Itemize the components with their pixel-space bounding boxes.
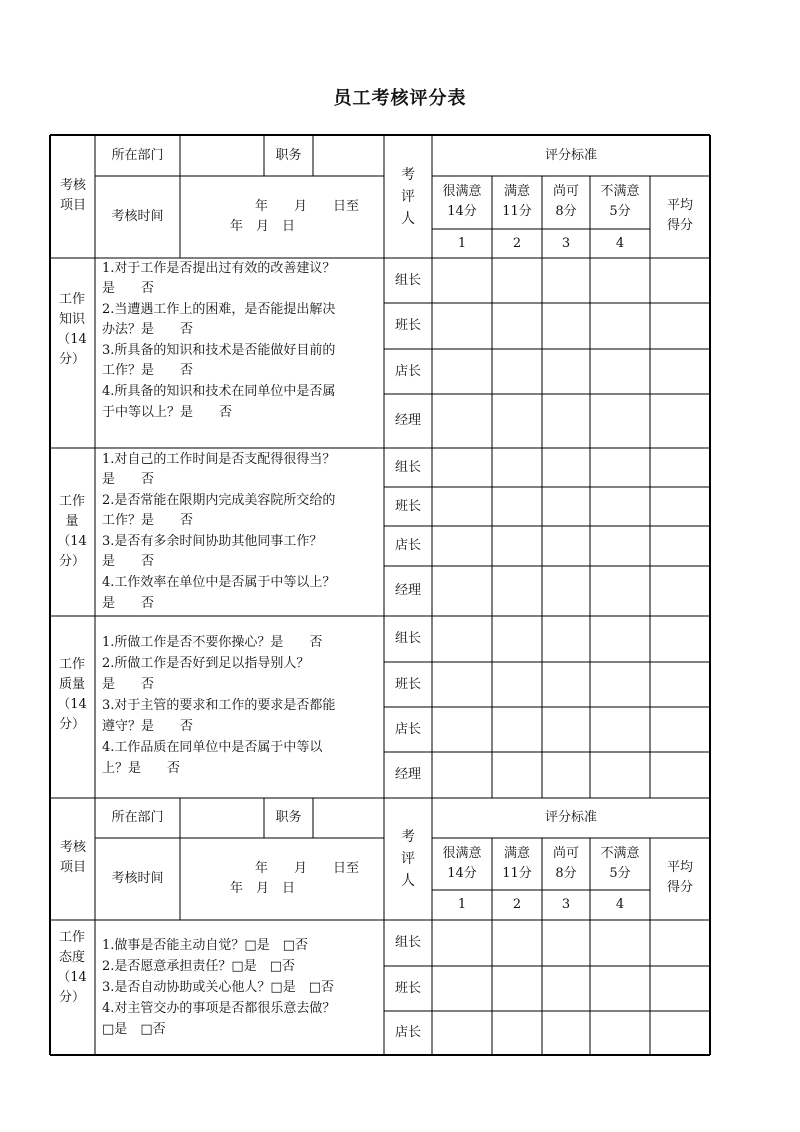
section-name-quality: 工作质量（14分） [57,657,87,732]
checkbox-no[interactable]: □ 否 [283,938,308,953]
assessor-shift-leader: 班长 [394,676,421,692]
checkbox-no[interactable]: □ 否 [270,959,295,974]
question-line: 2.当遭遇工作上的困难，是否能提出解决 [102,302,336,317]
question-line: 2.所做工作是否好到足以指导别人？ [102,656,310,671]
period-label: 考核时间 [111,871,164,886]
period-line2: 年 月 日 [230,881,296,896]
question-line: 3.所具备的知识和技术是否能做好目前的 [102,343,336,358]
question-line: 1.所做工作是否不要你操心？是 否 [102,635,323,650]
dept-label: 所在部门 [111,147,164,163]
question-line: 2.是否愿意承担责任？□ 是 □ 否 [102,957,295,978]
checkbox-icon [270,980,282,995]
level-3: 尚可 8分 [552,846,579,881]
assessor-shift-leader: 班长 [394,318,421,333]
level-2: 满意 11分 [502,184,532,219]
position-value[interactable] [313,798,384,838]
question-line [102,1020,166,1041]
position-label: 职务 [275,810,302,825]
assessor-store-manager: 店长 [394,1025,421,1040]
level-2: 满意 11分 [502,846,532,881]
section-name-knowledge: 工作知识（14分） [57,292,87,367]
period-line1: 年 月 日至 [255,861,360,876]
question-line: 是 否 [102,472,155,487]
question-line: 4.工作品质在同单位中是否属于中等以 [102,740,323,755]
question-line: 1.对自己的工作时间是否支配得很得当？ [102,452,336,467]
col-2: 2 [512,235,522,251]
question-line: 是 否 [102,554,155,569]
question-line: 工作？是 否 [102,513,194,528]
level-1: 很满意 14分 [442,184,482,219]
question-line: 3.对于主管的要求和工作的要求是否都能 [102,698,336,713]
period-line2: 年 月 日 [230,219,296,234]
col-2: 2 [512,897,522,912]
question-line: 办法？是 否 [102,322,194,337]
col-1: 1 [457,235,467,251]
question-line: 是 否 [102,596,155,611]
question-line: 2.是否常能在限期内完成美容院所交给的 [102,493,336,508]
col-1: 1 [457,897,467,912]
question-line: 于中等以上？是 否 [102,405,233,420]
assessor-store-manager: 店长 [394,538,421,553]
level-4: 不满意 5分 [600,846,640,881]
section-name-attitude: 工作态度（14分） [57,930,87,1005]
position-label: 职务 [275,147,302,163]
assessor-team-leader: 组长 [394,631,421,646]
col-4: 4 [615,235,625,251]
period-label: 考核时间 [111,209,164,224]
question-line: 上？是 否 [102,761,181,776]
section-name-workload: 工作量（14分） [57,494,87,569]
checkbox-yes[interactable]: □ 是 [231,959,256,974]
assessor-manager: 经理 [394,767,421,782]
checkbox-no[interactable]: □ 否 [140,1022,165,1037]
question-line: 是 否 [102,281,155,296]
assessor-team-leader: 组长 [394,459,421,475]
checkbox-no[interactable]: □ 否 [309,980,334,995]
assessor-team-leader: 组长 [394,935,421,950]
checkbox-icon [244,938,256,953]
dept-value[interactable] [180,798,264,838]
col-3: 3 [561,897,571,912]
assessor-label: 考评人 [401,167,415,227]
period-line1: 年 月 日至 [255,199,360,214]
dept-value[interactable] [180,135,264,176]
checkbox-icon [140,1022,152,1037]
page-title: 员工考核评分表 [333,88,467,109]
assessor-store-manager: 店长 [394,721,421,737]
question-line: 1.对于工作是否提出过有效的改善建议？ [102,261,336,276]
assessor-shift-leader: 班长 [394,498,421,514]
question-line: 3.是否自动协助或关心他人？□ 是 □ 否 [102,978,334,999]
average-label: 平均得分 [666,198,693,233]
col-3: 3 [561,235,571,251]
question-line: 4.所具备的知识和技术在同单位中是否属 [102,384,336,399]
question-line: 工作？是 否 [102,363,194,378]
standard-label: 评分标准 [544,147,597,163]
header-item-label: 考核项目 [59,840,86,875]
header-item-label: 考核项目 [59,178,86,213]
assessor-store-manager: 店长 [394,363,421,379]
assessor-team-leader: 组长 [394,272,421,288]
assessor-label: 考评人 [401,829,415,889]
level-4: 不满意 5分 [600,184,640,219]
question-line: 遵守？是 否 [102,719,194,734]
col-4: 4 [615,897,625,912]
assessor-shift-leader: 班长 [394,980,421,996]
checkbox-yes[interactable]: □ 是 [244,938,269,953]
question-line: 4.工作效率在单位中是否属于中等以上？ [102,575,336,590]
checkbox-yes[interactable]: □ 是 [270,980,295,995]
checkbox-icon [102,1022,114,1037]
checkbox-icon [283,938,295,953]
checkbox-icon [309,980,321,995]
position-value[interactable] [313,135,384,176]
checkbox-icon [270,959,282,974]
level-1: 很满意 14分 [442,846,482,881]
checkbox-yes[interactable]: □ 是 [102,1022,127,1037]
assessor-manager: 经理 [394,413,421,428]
average-label: 平均得分 [666,860,693,895]
question-line: 3.是否有多余时间协助其他同事工作？ [102,534,323,549]
assessor-manager: 经理 [394,583,421,598]
question-line: 1.做事是否能主动自觉？□ 是 □ 否 [102,936,308,957]
question-line: 是 否 [102,677,155,692]
standard-label: 评分标准 [544,810,597,825]
question-line: 4.对主管交办的事项是否都很乐意去做？ [102,1001,336,1016]
checkbox-icon [231,959,243,974]
level-3: 尚可 8分 [552,184,579,219]
dept-label: 所在部门 [111,810,164,825]
